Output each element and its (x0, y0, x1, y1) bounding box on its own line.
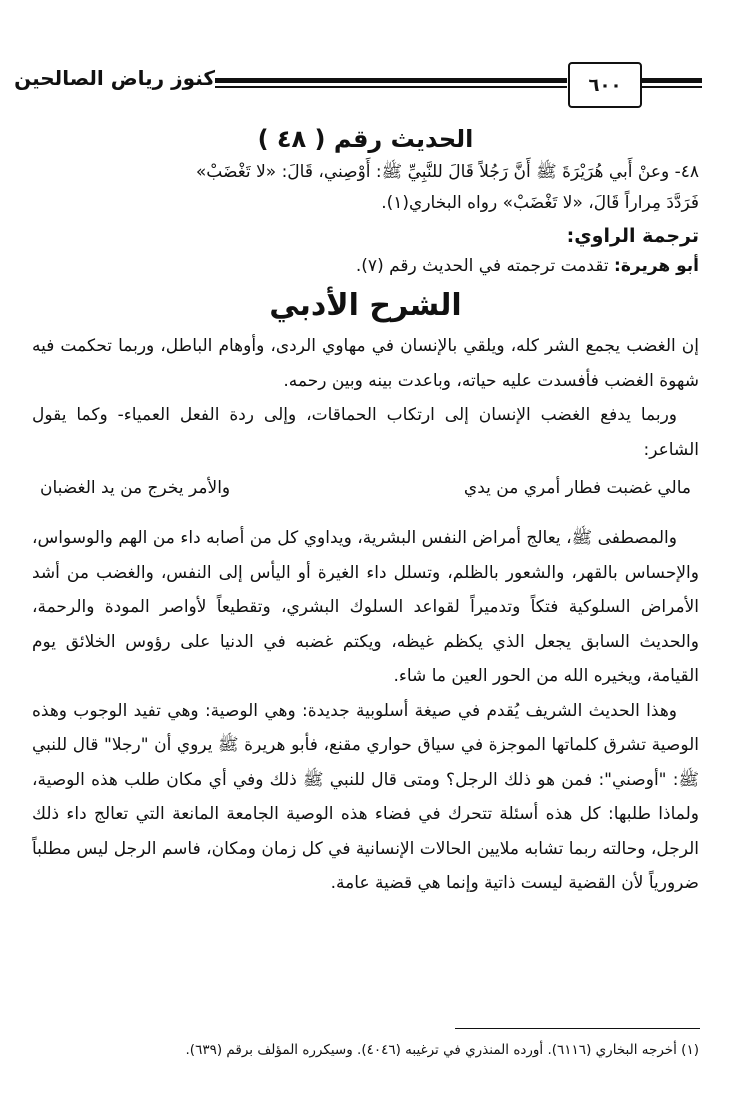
hadith-text-line2: فَرَدَّدَ مِراراً قَالَ، «لا تَغْضَبْ» رواه البخاري(١). (381, 193, 699, 213)
header-rule-thin (215, 86, 567, 88)
header-rule (215, 78, 567, 83)
commentary-paragraph-1: إن الغضب يجمع الشر كله، ويلقي بالإنسان في مهاوي الردى، وأوهام الباطل، وربما تحكمت فيه شهوة الغضب فأفسدت عليه حياته، وباعدت بينه وبين رحمه. (32, 336, 699, 391)
verse-second-hemistich: والأمر يخرج من يد الغضبان (40, 478, 231, 498)
page-content (32, 125, 699, 901)
commentary-paragraph-4: وهذا الحديث الشريف يُقدم في صيغة أسلوبية جديدة: وهي الوصية: وهي تفيد الوجوب وهذه الوصية تشرق كلماتها الموجزة في سياق حواري مقنع، فأبو هريرة ﷺ يروي أن "رجلا" قال للنبي ﷺ: "أوصني": فمن هو ذلك الرجل؟ ومتى قال للنبي ﷺ ذلك وفي أي مكان طلب هذه الوصية، ولماذا طلبها: كل هذه أسئلة تتحرك في فضاء هذه الوصية الجامعة المانعة التي تعالج داء ذلك الرجل، وحالته ربما تشابه ملايين الحالات الإنسانية في كل زمان ومكان، فاسم الرجل ليس مطلباً ضرورياً لأن القضية ليست ذاتية وإنما هي قضية عامة. (32, 700, 699, 893)
header-rule-short-thin (640, 86, 702, 88)
hadith-title: الحديث رقم ( ٤٨ ) (257, 125, 474, 153)
book-title: كنوز رياض الصالحين (14, 66, 215, 90)
header-rule-short (640, 78, 702, 83)
footnote: (١) أخرجه البخاري (٦١١٦). أورده المنذري في ترغيبه (٤٠٤٦). وسيكرره المؤلف برقم (٦٣٩). (185, 1042, 699, 1058)
poem-verse (40, 469, 691, 507)
verse-first-hemistich: مالي غضبت فطار أمري من يدي (463, 478, 691, 498)
page-number: ٦٠٠ (568, 62, 642, 108)
narrator-heading: ترجمة الراوي: (566, 225, 699, 247)
commentary-heading: الشرح الأدبي (269, 288, 462, 323)
commentary-paragraph-2: وربما يدفع الغضب الإنسان إلى ارتكاب الحماقات، وإلى ردة الفعل العمياء- وكما يقول الشاعر: (32, 405, 699, 460)
narrator-name: أبو هريرة: (614, 256, 699, 276)
page-header (0, 62, 731, 112)
commentary-paragraph-3: والمصطفى ﷺ، يعالج أمراض النفس البشرية، ويداوي كل من أصابه داء من الهم والوسواس، والإحساس بالقهر، والشعور بالظلم، وتسلل داء الغيرة أو اليأس إلى النفس، والغضب من أشد الأمراض السلوكية فتكاً وتدميراً لقواعد السلوك البشري، وتقطيعاً لأواصر المودة والرحمة، والحديث السابق يجعل الذي يكظم غيظه، ويكتم غضبه في الدنيا على رؤوس الخلائق يوم القيامة، ويخيره الله من الحور العين ما شاء. (32, 528, 699, 686)
footnote-divider (455, 1028, 700, 1029)
narrator-text: تقدمت ترجمته في الحديث رقم (٧). (355, 256, 609, 276)
narrator-line (32, 251, 699, 282)
hadith-text-line1: ٤٨- وعنْ أَبي هُرَيْرَةَ ﷺ أَنَّ رَجُلاً قَالَ للنَّبِيِّ ﷺ: أَوْصِني، قَالَ: «لا تَغْضَبْ» (195, 162, 699, 182)
